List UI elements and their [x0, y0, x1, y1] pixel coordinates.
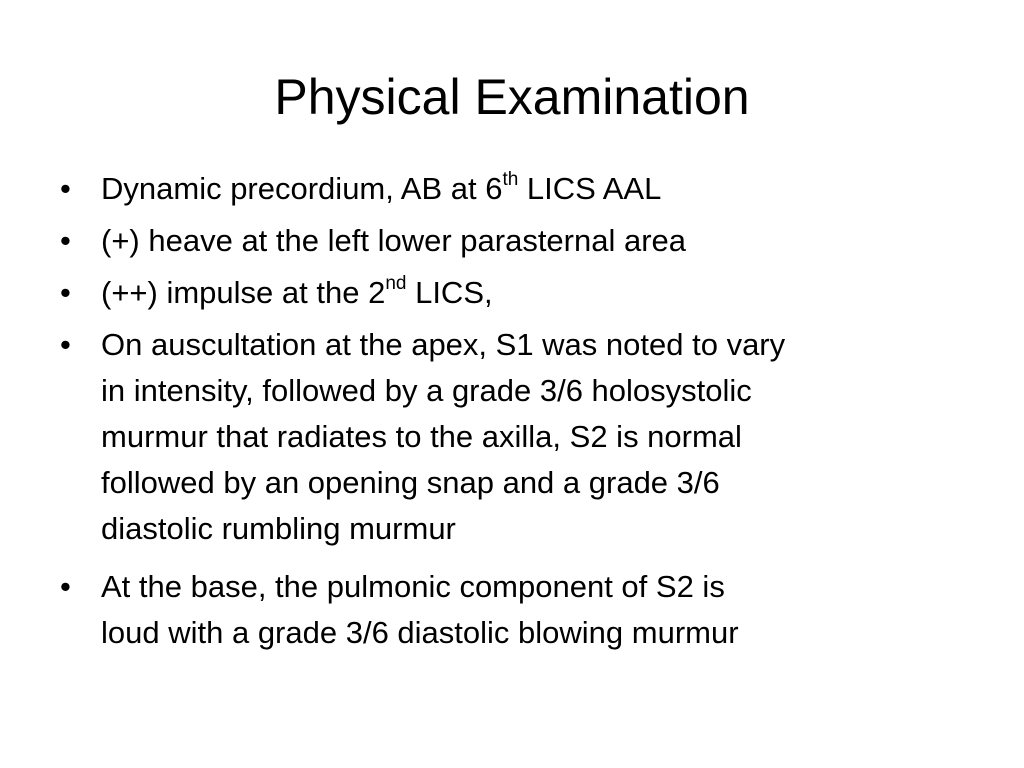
bullet-text [101, 564, 980, 656]
bullet-line: loud with a grade 3/6 diastolic blowing murmur [101, 615, 739, 650]
bullet-dot-icon: • [60, 327, 71, 362]
bullet-text [101, 168, 662, 206]
bullet-line: murmur that radiates to the axilla, S2 is normal [101, 419, 742, 454]
bullet-item-heave [60, 218, 980, 264]
bullet-text [101, 322, 980, 552]
bullet-text [101, 272, 493, 310]
bullet-item-base [60, 564, 980, 656]
bullet-text-post: LICS AAL [518, 171, 662, 206]
bullet-line: diastolic rumbling murmur [101, 511, 456, 546]
bullet-text: (+) heave at the left lower parasternal area [101, 223, 687, 258]
ordinal-suffix: th [502, 168, 519, 190]
bullet-list [60, 166, 980, 666]
bullet-text-pre: (++) impulse at the 2 [101, 275, 386, 310]
ordinal-suffix: nd [385, 272, 407, 294]
bullet-text-pre: Dynamic precordium, AB at 6 [101, 171, 503, 206]
bullet-dot-icon: • [60, 275, 71, 310]
slide-title: Physical Examination [274, 69, 750, 125]
bullet-line: On auscultation at the apex, S1 was noted to vary [101, 327, 786, 362]
bullet-line: in intensity, followed by a grade 3/6 holosystolic [101, 373, 752, 408]
bullet-item-auscultation-apex [60, 322, 980, 552]
bullet-dot-icon: • [60, 569, 71, 604]
bullet-text-post: LICS, [406, 275, 493, 310]
bullet-dot-icon: • [60, 171, 71, 206]
bullet-line: At the base, the pulmonic component of S2 is [101, 569, 725, 604]
bullet-line: followed by an opening snap and a grade 3/6 [101, 465, 720, 500]
bullet-item-dynamic-precordium [60, 166, 980, 212]
bullet-dot-icon: • [60, 223, 71, 258]
bullet-item-impulse [60, 270, 980, 316]
